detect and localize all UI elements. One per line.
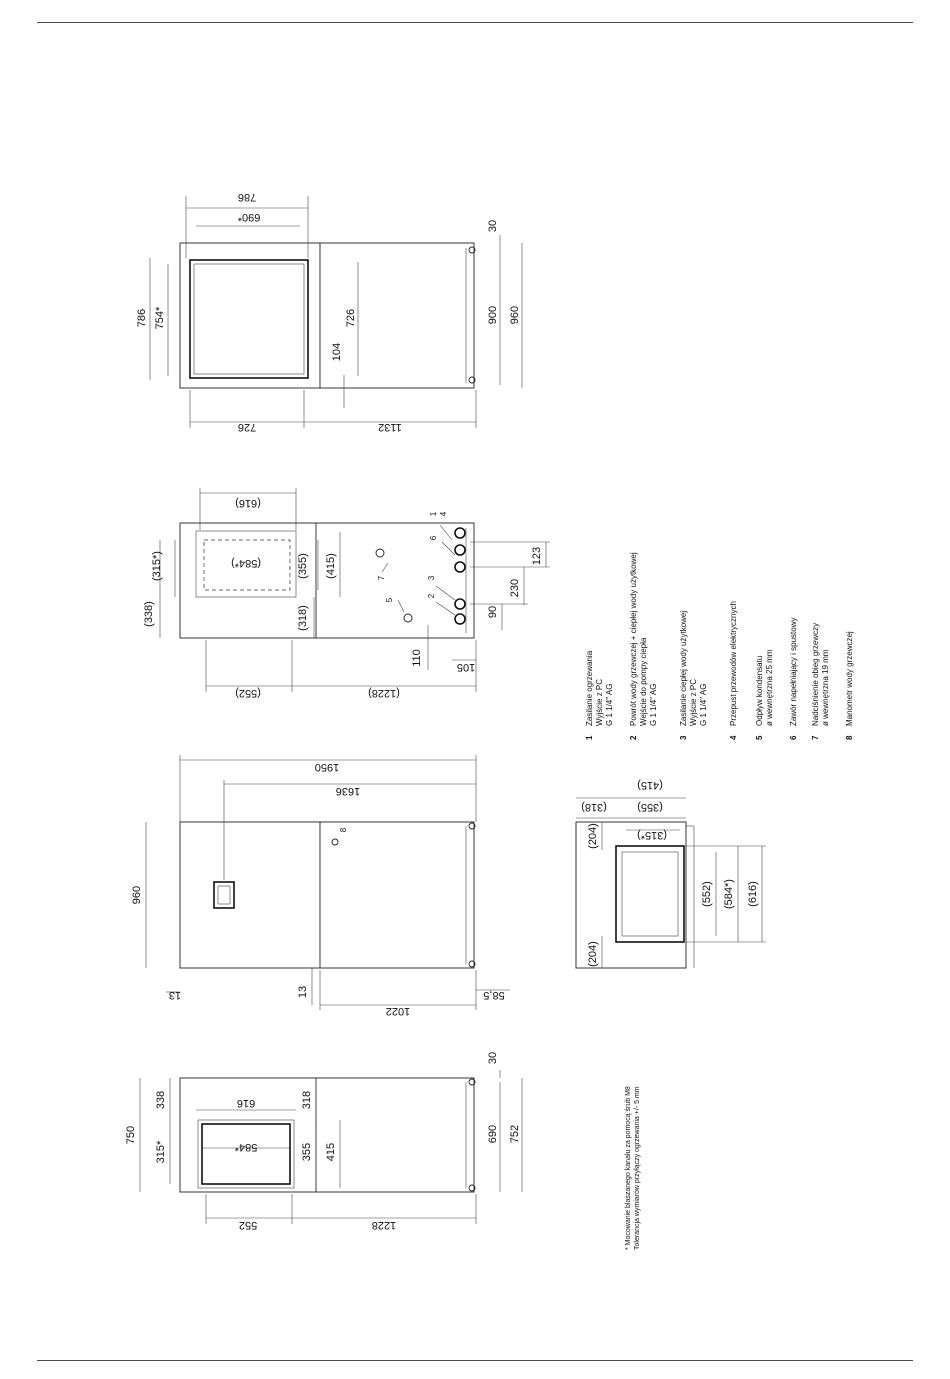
duct-dim-616: (616)	[747, 881, 759, 907]
front-dim-355: 355	[301, 1142, 313, 1162]
legend-item-3	[679, 611, 708, 740]
front-dim-315: 315*	[155, 1140, 167, 1164]
svg-text:Zasilanie ogrzewania: Zasilanie ogrzewania	[585, 650, 594, 726]
legend-item-7	[811, 623, 830, 740]
back-port-2	[455, 614, 465, 624]
svg-text:ø wewnętrzna 25 mm: ø wewnętrzna 25 mm	[765, 649, 774, 726]
duct-dim-355: (355)	[637, 801, 663, 813]
back-dim-123: 123	[531, 546, 543, 566]
callout-1: 1	[429, 511, 438, 517]
side-manometer	[332, 839, 338, 845]
top-dim-786-b: 786	[136, 308, 148, 328]
legend-item-1	[585, 650, 614, 740]
front-dim-552: 552	[238, 1219, 258, 1231]
duct-dim-315: (315*)	[637, 829, 667, 841]
duct-dim-552: (552)	[701, 881, 713, 907]
front-view	[125, 1052, 522, 1231]
footnote	[625, 1086, 641, 1250]
duct-dim-204-b: (204)	[587, 941, 599, 967]
svg-text:G 1 1/4" AG: G 1 1/4" AG	[605, 683, 614, 726]
svg-text:Wyjście z PC: Wyjście z PC	[689, 678, 698, 726]
duct-dim-415: (415)	[637, 779, 663, 791]
back-dim-616: (616)	[235, 497, 261, 509]
svg-text:6: 6	[789, 735, 798, 740]
svg-text:ø wewnętrzna 19 mm: ø wewnętrzna 19 mm	[821, 649, 830, 726]
back-port-5	[404, 614, 412, 622]
back-dim-415: (415)	[325, 553, 337, 579]
back-dim-552: (552)	[235, 687, 261, 699]
top-dim-690: 690*	[237, 211, 261, 223]
callout-8: 8	[339, 827, 348, 833]
callout-7: 7	[377, 575, 386, 581]
top-dim-786-a: 786	[237, 191, 257, 203]
svg-text:Nadciśnienie obieg grzewczy: Nadciśnienie obieg grzewczy	[811, 622, 820, 726]
callout-5: 5	[385, 597, 394, 603]
front-dim-584: 584*	[234, 1141, 258, 1153]
front-outline	[180, 1078, 474, 1192]
svg-text:5: 5	[755, 735, 764, 740]
side-dim-13-b: 13	[297, 985, 309, 999]
front-dim-750: 750	[125, 1125, 137, 1145]
front-opening	[198, 1120, 294, 1188]
front-dim-415: 415	[325, 1142, 337, 1162]
duct-dim-318: (318)	[581, 801, 607, 813]
top-view	[136, 191, 522, 433]
back-port-6	[455, 562, 465, 572]
legend	[585, 552, 854, 740]
svg-text:2: 2	[629, 735, 638, 740]
front-dim-616: 616	[236, 1097, 256, 1109]
svg-text:Zasilanie ciepłej wody użytkow: Zasilanie ciepłej wody użytkowej	[679, 610, 688, 726]
callout-2: 2	[427, 593, 436, 599]
svg-text:7: 7	[811, 735, 820, 740]
top-opening-inner	[194, 264, 304, 374]
top-dim-726-h: 726	[237, 421, 257, 433]
side-dim-960: 960	[131, 885, 143, 905]
legend-item-6	[789, 618, 798, 741]
legend-item-8	[845, 631, 854, 740]
side-display-inner	[218, 886, 230, 904]
front-dim-318: 318	[301, 1090, 313, 1110]
svg-text:8: 8	[845, 735, 854, 740]
legend-item-2	[629, 552, 658, 740]
back-dim-318: (318)	[297, 605, 309, 631]
svg-text:Powrót wody grzewczej + ciepłe: Powrót wody grzewczej + ciepłej wody użytkowej	[629, 552, 638, 726]
svg-text:Odpływ kondensatu: Odpływ kondensatu	[755, 655, 764, 726]
back-dim-338: (338)	[143, 601, 155, 627]
top-opening	[190, 260, 308, 378]
legend-item-4	[729, 601, 738, 740]
front-opening-inner	[202, 1124, 290, 1184]
back-dim-355: (355)	[297, 553, 309, 579]
svg-text:Wyjście z PC: Wyjście z PC	[595, 678, 604, 726]
back-dim-90: 90	[487, 605, 499, 619]
top-outline	[180, 243, 474, 388]
back-dim-110: 110	[411, 649, 423, 667]
side-dim-13-a: 13	[168, 989, 182, 1001]
svg-text:Zawór napełniający i spustowy: Zawór napełniający i spustowy	[789, 617, 798, 726]
svg-text:Przepust przewodów elektryczny: Przepust przewodów elektrycznych	[729, 601, 738, 726]
svg-text:G 1 1/4" AG: G 1 1/4" AG	[699, 683, 708, 726]
duct-detail	[576, 779, 766, 968]
svg-text:Manometr wody grzewczej: Manometr wody grzewczej	[845, 631, 854, 726]
legend-item-5	[755, 649, 774, 740]
front-dim-690: 690	[487, 1124, 499, 1144]
top-dim-1132: 1132	[378, 421, 402, 433]
duct-dim-584: (584*)	[723, 879, 735, 909]
svg-text:3: 3	[679, 735, 688, 740]
duct-dim-204-a: (204)	[587, 823, 599, 849]
duct-opening-inner	[622, 852, 678, 936]
top-dim-104: 104	[331, 342, 343, 362]
svg-text:Wejście do pompy ciepła: Wejście do pompy ciepła	[639, 637, 648, 726]
footnote-line-1: * Mocowanie blaszanego kanału za pomocą śrub M8	[625, 1086, 632, 1250]
top-dim-754: 754*	[154, 306, 166, 330]
side-dim-58-5: 58,5	[483, 989, 505, 1001]
back-dim-1228: (1228)	[368, 687, 400, 699]
back-dim-230: 230	[509, 578, 521, 598]
front-dim-752: 752	[509, 1124, 521, 1144]
front-dim-338: 338	[155, 1090, 167, 1110]
back-dim-315: (315*)	[151, 551, 163, 581]
back-port-3	[455, 599, 465, 609]
side-dim-1022: 1022	[385, 1005, 411, 1017]
back-port-1	[455, 545, 465, 555]
top-dim-726-v: 726	[345, 308, 357, 328]
front-dim-30: 30	[487, 1051, 499, 1065]
side-dim-1950: 1950	[314, 761, 340, 773]
front-dim-1228: 1228	[371, 1219, 397, 1231]
svg-text:1: 1	[585, 735, 594, 740]
top-dim-900: 900	[487, 305, 499, 325]
callout-6: 6	[429, 535, 438, 541]
footnote-line-2: Tolerancja wymiarów przyłączy ogrzewania +/- 5 mm	[634, 1086, 641, 1250]
side-dim-1636: 1636	[335, 785, 361, 797]
duct-opening	[616, 846, 684, 942]
top-dim-960: 960	[509, 305, 521, 325]
callout-3: 3	[427, 575, 436, 581]
top-dim-30: 30	[487, 219, 499, 233]
back-view	[143, 488, 550, 699]
back-dim-584: (584*)	[231, 557, 261, 569]
callout-4: 4	[439, 511, 448, 517]
back-port-4	[455, 528, 465, 538]
svg-text:G 1 1/4" AG: G 1 1/4" AG	[649, 683, 658, 726]
side-view	[131, 755, 510, 1017]
back-dim-105: 105	[456, 661, 476, 673]
back-port-7	[376, 549, 384, 557]
svg-text:4: 4	[729, 735, 738, 740]
